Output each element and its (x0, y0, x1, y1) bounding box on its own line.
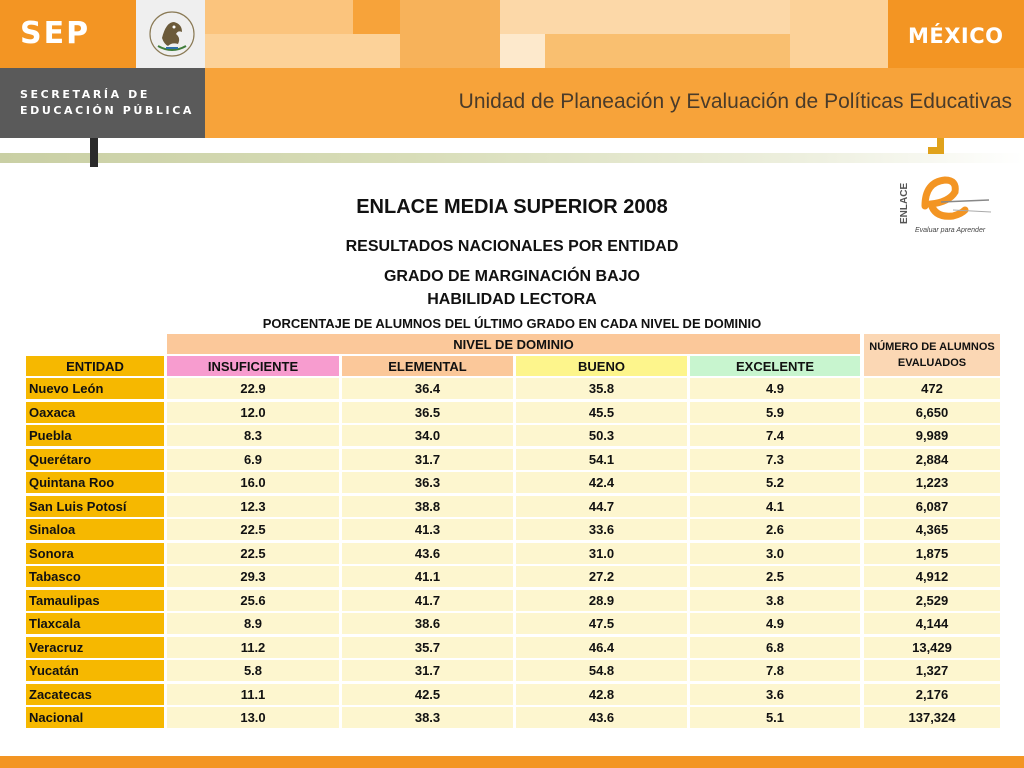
cell-bueno: 31.0 (516, 543, 687, 564)
cell-alumnos: 137,324 (864, 707, 1000, 728)
cell-elemental: 41.7 (342, 590, 513, 611)
cell-insuficiente: 6.9 (167, 449, 339, 470)
cell-insuficiente: 22.5 (167, 519, 339, 540)
cell-bueno: 35.8 (516, 378, 687, 399)
cell-insuficiente: 11.2 (167, 637, 339, 658)
numero-alumnos-header (864, 334, 1000, 376)
cell-insuficiente: 22.9 (167, 378, 339, 399)
cell-insuficiente: 22.5 (167, 543, 339, 564)
cell-entidad: Veracruz (26, 637, 164, 658)
cell-excelente: 4.9 (690, 613, 860, 634)
secretaria-line1: SECRETARÍA DE (20, 88, 151, 101)
cell-entidad: Tabasco (26, 566, 164, 587)
nivel-de-dominio-header: NIVEL DE DOMINIO (167, 334, 860, 354)
cell-excelente: 3.0 (690, 543, 860, 564)
cell-elemental: 36.3 (342, 472, 513, 493)
column-header-insuficiente: INSUFICIENTE (167, 356, 339, 376)
cell-bueno: 33.6 (516, 519, 687, 540)
cell-entidad: Nuevo León (26, 378, 164, 399)
unidad-title: Unidad de Planeación y Evaluación de Políticas Educativas (458, 90, 1012, 113)
cell-entidad: Quintana Roo (26, 472, 164, 493)
cell-insuficiente: 25.6 (167, 590, 339, 611)
cell-excelente: 6.8 (690, 637, 860, 658)
cell-entidad: Tamaulipas (26, 590, 164, 611)
cell-insuficiente: 12.0 (167, 402, 339, 423)
cell-elemental: 38.8 (342, 496, 513, 517)
cell-entidad: Tlaxcala (26, 613, 164, 634)
cell-elemental: 31.7 (342, 660, 513, 681)
national-seal-icon (148, 8, 196, 60)
divider-line (0, 153, 1024, 163)
cell-elemental: 38.3 (342, 707, 513, 728)
secretaria-label (20, 87, 194, 119)
header-deco-block (500, 34, 545, 68)
column-header-excelente: EXCELENTE (690, 356, 860, 376)
cell-elemental: 38.6 (342, 613, 513, 634)
cell-bueno: 54.8 (516, 660, 687, 681)
subtitle-porcentaje: PORCENTAJE DE ALUMNOS DEL ÚLTIMO GRADO EN CADA NIVEL DE DOMINIO (262, 316, 762, 331)
column-header-bueno: BUENO (516, 356, 687, 376)
cell-alumnos: 1,875 (864, 543, 1000, 564)
sep-logo: SEP (20, 16, 91, 51)
cell-entidad: Querétaro (26, 449, 164, 470)
cell-excelente: 4.9 (690, 378, 860, 399)
cell-entidad: Sinaloa (26, 519, 164, 540)
cell-excelente: 7.4 (690, 425, 860, 446)
cell-entidad: San Luis Potosí (26, 496, 164, 517)
main-title: ENLACE MEDIA SUPERIOR 2008 (356, 196, 668, 218)
cell-insuficiente: 29.3 (167, 566, 339, 587)
header-deco-block (205, 34, 400, 68)
cell-elemental: 34.0 (342, 425, 513, 446)
subtitle-habilidad: HABILIDAD LECTORA (427, 291, 597, 308)
cell-bueno: 47.5 (516, 613, 687, 634)
cell-insuficiente: 16.0 (167, 472, 339, 493)
mexico-logo: MÉXICO (908, 24, 1004, 48)
cell-insuficiente: 12.3 (167, 496, 339, 517)
cell-entidad: Nacional (26, 707, 164, 728)
cell-alumnos: 4,365 (864, 519, 1000, 540)
cell-bueno: 46.4 (516, 637, 687, 658)
cell-bueno: 28.9 (516, 590, 687, 611)
cell-excelente: 3.8 (690, 590, 860, 611)
numero-alumnos-header-line1: NÚMERO DE ALUMNOS (869, 341, 995, 353)
cell-excelente: 7.8 (690, 660, 860, 681)
cell-excelente: 4.1 (690, 496, 860, 517)
header-deco-block (500, 0, 790, 34)
cell-alumnos: 6,650 (864, 402, 1000, 423)
cell-alumnos: 6,087 (864, 496, 1000, 517)
cell-elemental: 43.6 (342, 543, 513, 564)
cell-bueno: 42.8 (516, 684, 687, 705)
cell-entidad: Puebla (26, 425, 164, 446)
cell-excelente: 7.3 (690, 449, 860, 470)
cell-alumnos: 4,912 (864, 566, 1000, 587)
cell-elemental: 36.4 (342, 378, 513, 399)
cell-entidad: Zacatecas (26, 684, 164, 705)
cell-elemental: 35.7 (342, 637, 513, 658)
cell-excelente: 5.9 (690, 402, 860, 423)
cell-bueno: 27.2 (516, 566, 687, 587)
subtitle-resultados: RESULTADOS NACIONALES POR ENTIDAD (345, 238, 679, 255)
cell-alumnos: 1,223 (864, 472, 1000, 493)
cell-excelente: 2.5 (690, 566, 860, 587)
cell-bueno: 43.6 (516, 707, 687, 728)
header-deco-block (545, 34, 790, 68)
cell-bueno: 50.3 (516, 425, 687, 446)
cell-elemental: 41.3 (342, 519, 513, 540)
cell-entidad: Yucatán (26, 660, 164, 681)
footer-bar (0, 756, 1024, 768)
cell-bueno: 42.4 (516, 472, 687, 493)
cell-alumnos: 1,327 (864, 660, 1000, 681)
cell-alumnos: 9,989 (864, 425, 1000, 446)
column-header-entidad: ENTIDAD (26, 356, 164, 376)
cell-insuficiente: 13.0 (167, 707, 339, 728)
header-deco-block (790, 0, 888, 68)
cell-excelente: 3.6 (690, 684, 860, 705)
cell-alumnos: 2,176 (864, 684, 1000, 705)
cell-alumnos: 13,429 (864, 637, 1000, 658)
cell-alumnos: 4,144 (864, 613, 1000, 634)
cell-alumnos: 2,884 (864, 449, 1000, 470)
cell-alumnos: 2,529 (864, 590, 1000, 611)
cell-bueno: 45.5 (516, 402, 687, 423)
cell-elemental: 36.5 (342, 402, 513, 423)
cell-excelente: 5.2 (690, 472, 860, 493)
cell-excelente: 5.1 (690, 707, 860, 728)
column-header-elemental: ELEMENTAL (342, 356, 513, 376)
cell-entidad: Oaxaca (26, 402, 164, 423)
numero-alumnos-header-line2: EVALUADOS (897, 357, 967, 369)
cell-elemental: 42.5 (342, 684, 513, 705)
gold-tick-deco (928, 138, 944, 154)
cell-insuficiente: 5.8 (167, 660, 339, 681)
cell-bueno: 44.7 (516, 496, 687, 517)
cell-insuficiente: 11.1 (167, 684, 339, 705)
subtitle-marginacion: GRADO DE MARGINACIÓN BAJO (383, 268, 640, 285)
cell-bueno: 54.1 (516, 449, 687, 470)
cell-excelente: 2.6 (690, 519, 860, 540)
header-deco-block (205, 0, 353, 34)
header-deco-block (400, 0, 500, 68)
dark-tick-deco (90, 138, 98, 167)
cell-elemental: 31.7 (342, 449, 513, 470)
cell-alumnos: 472 (864, 378, 1000, 399)
enlace-tagline: Evaluar para Aprender (915, 227, 986, 234)
cell-elemental: 41.1 (342, 566, 513, 587)
secretaria-line2: EDUCACIÓN PÚBLICA (20, 104, 194, 117)
cell-insuficiente: 8.9 (167, 613, 339, 634)
cell-entidad: Sonora (26, 543, 164, 564)
enlace-logo-word: ENLACE (899, 182, 910, 224)
cell-insuficiente: 8.3 (167, 425, 339, 446)
